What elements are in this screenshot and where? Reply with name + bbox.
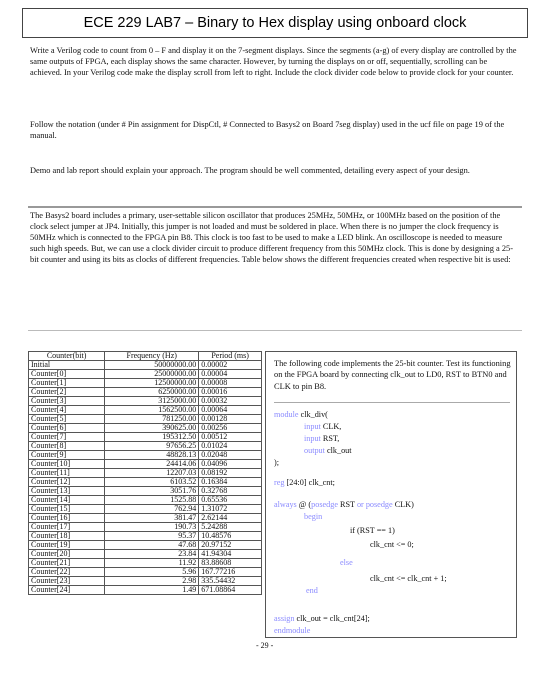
counter-bit-cell: Counter[14] xyxy=(29,496,105,505)
code-line-close xyxy=(274,458,279,469)
frequency-cell: 381.47 xyxy=(105,514,199,523)
counter-bit-cell: Counter[11] xyxy=(29,469,105,478)
period-cell: 0.65536 xyxy=(199,496,262,505)
frequency-cell: 48828.13 xyxy=(105,451,199,460)
counter-bit-cell: Counter[24] xyxy=(29,586,105,595)
keyword-else: else xyxy=(340,558,353,567)
frequency-cell: 781250.00 xyxy=(105,415,199,424)
frequency-cell: 1562500.00 xyxy=(105,406,199,415)
period-cell: 671.08864 xyxy=(199,586,262,595)
port-clk: CLK, xyxy=(322,422,342,431)
code-line-input-clk xyxy=(304,422,341,433)
period-cell: 0.00512 xyxy=(199,433,262,442)
period-cell: 335.54432 xyxy=(199,577,262,586)
period-cell: 5.24288 xyxy=(199,523,262,532)
frequency-cell: 95.37 xyxy=(105,532,199,541)
code-line-output xyxy=(304,446,352,457)
frequency-cell: 1.49 xyxy=(105,586,199,595)
frequency-cell: 12500000.00 xyxy=(105,379,199,388)
frequency-cell: 24414.06 xyxy=(105,460,199,469)
code-line-increment xyxy=(370,574,447,585)
section-divider xyxy=(28,206,522,208)
frequency-cell: 6103.52 xyxy=(105,478,199,487)
frequency-cell: 2.98 xyxy=(105,577,199,586)
period-cell: 2.62144 xyxy=(199,514,262,523)
if-statement: if (RST == 1) xyxy=(350,526,395,535)
counter-bit-cell: Counter[3] xyxy=(29,397,105,406)
period-cell: 0.02048 xyxy=(199,451,262,460)
code-line-if xyxy=(350,526,395,537)
code-line-assign xyxy=(274,614,370,625)
frequency-cell: 762.94 xyxy=(105,505,199,514)
frequency-cell: 47.68 xyxy=(105,541,199,550)
period-cell: 0.00004 xyxy=(199,370,262,379)
frequency-cell: 3125000.00 xyxy=(105,397,199,406)
keyword-or: or xyxy=(356,500,364,509)
assign-statement: clk_out = clk_cnt[24]; xyxy=(296,614,370,623)
keyword-posedge: posedge xyxy=(365,500,393,509)
port-rst: RST, xyxy=(322,434,340,443)
frequency-cell: 1525.88 xyxy=(105,496,199,505)
period-cell: 0.04096 xyxy=(199,460,262,469)
header-period: Period (ms) xyxy=(199,352,262,361)
code-line-else xyxy=(340,558,353,569)
frequency-cell: 3051.76 xyxy=(105,487,199,496)
code-line-endmodule xyxy=(274,626,310,637)
keyword-posedge: posedge xyxy=(311,500,338,509)
counter-bit-cell: Counter[0] xyxy=(29,370,105,379)
title-box xyxy=(22,8,528,38)
code-line-always xyxy=(274,500,414,511)
frequency-cell: 97656.25 xyxy=(105,442,199,451)
frequency-cell: 5.96 xyxy=(105,568,199,577)
header-frequency: Frequency (Hz) xyxy=(105,352,199,361)
instruction-paragraph: Write a Verilog code to count from 0 – F and display it on the 7-segment displays. Since the segments (a-g) of every display are controlled by the same outputs of FPGA, each display shows the same character. However, by turning the displays on or off, sequentially, scrolling can be achieved. In your Verilog code make the display scroll from left to right. Include the clock divider code below to provide clock for your counter. xyxy=(30,46,517,77)
frequency-cell: 6250000.00 xyxy=(105,388,199,397)
reg-declaration: [24:0] clk_cnt; xyxy=(286,478,335,487)
frequency-cell: 195312.50 xyxy=(105,433,199,442)
counter-bit-cell: Counter[22] xyxy=(29,568,105,577)
period-cell: 0.00256 xyxy=(199,424,262,433)
frequency-cell: 25000000.00 xyxy=(105,370,199,379)
frequency-cell: 190.73 xyxy=(105,523,199,532)
sensitivity-open: @ ( xyxy=(298,500,312,509)
table-row xyxy=(29,586,262,595)
code-line-module xyxy=(274,410,328,421)
table-body xyxy=(29,361,262,595)
counter-bit-cell: Counter[13] xyxy=(29,487,105,496)
increment-assignment: clk_cnt <= clk_cnt + 1; xyxy=(370,574,447,583)
report-paragraph: Demo and lab report should explain your approach. The program should be well commented, detailing every aspect of your design. xyxy=(30,166,470,175)
period-cell: 41.94304 xyxy=(199,550,262,559)
counter-bit-cell: Counter[2] xyxy=(29,388,105,397)
keyword-endmodule: endmodule xyxy=(274,626,311,635)
period-cell: 0.00008 xyxy=(199,379,262,388)
counter-bit-cell: Counter[1] xyxy=(29,379,105,388)
counter-bit-cell: Counter[5] xyxy=(29,415,105,424)
port-clk-out: clk_out xyxy=(326,446,352,455)
frequency-cell: 11.92 xyxy=(105,559,199,568)
frequency-cell: 50000000.00 xyxy=(105,361,199,370)
code-line-reset xyxy=(370,540,414,551)
keyword-reg: reg xyxy=(274,478,285,487)
keyword-assign: assign xyxy=(274,614,295,623)
period-cell: 0.32768 xyxy=(199,487,262,496)
keyword-end: end xyxy=(306,586,318,595)
frequency-cell: 12207.03 xyxy=(105,469,199,478)
keyword-module: module xyxy=(274,410,299,419)
reset-assignment: clk_cnt <= 0; xyxy=(370,540,414,549)
code-divider xyxy=(274,402,510,403)
counter-bit-cell: Counter[7] xyxy=(29,433,105,442)
counter-bit-cell: Counter[16] xyxy=(29,514,105,523)
period-cell: 167.77216 xyxy=(199,568,262,577)
close-paren: ); xyxy=(274,458,280,467)
counter-bit-cell: Counter[4] xyxy=(29,406,105,415)
period-cell: 0.01024 xyxy=(199,442,262,451)
counter-bit-cell: Counter[21] xyxy=(29,559,105,568)
section-divider xyxy=(28,330,522,331)
period-cell: 10.48576 xyxy=(199,532,262,541)
frequency-cell: 390625.00 xyxy=(105,424,199,433)
frequency-table xyxy=(28,351,262,595)
period-cell: 0.00032 xyxy=(199,397,262,406)
period-cell: 1.31072 xyxy=(199,505,262,514)
counter-bit-cell: Counter[19] xyxy=(29,541,105,550)
period-cell: 0.00128 xyxy=(199,415,262,424)
period-cell: 83.88608 xyxy=(199,559,262,568)
signal-clk: CLK) xyxy=(394,500,414,509)
counter-bit-cell: Counter[12] xyxy=(29,478,105,487)
keyword-input: input xyxy=(304,434,321,443)
counter-bit-cell: Counter[20] xyxy=(29,550,105,559)
counter-bit-cell: Counter[6] xyxy=(29,424,105,433)
code-line-end xyxy=(306,586,318,597)
signal-rst: RST xyxy=(340,500,355,509)
oscillator-paragraph: The Basys2 board includes a primary, user-settable silicon oscillator that produces 25MHz, 50MHz, or 100MHz based on the position of the clock select jumper at JP4. Initially, this jumper is not loaded and must be soldered in place. When there is no jumper the clock frequency is 50MHz which is connected to the FPGA pin B8. This clock is too fast to be used to make a LED blink. An oscilloscope is needed to measure such high speeds. But, we can use a clock divider circuit to produce different frequency from this 50MHz clock. This is done by designing a 25-bit counter and using its bits as clocks of different frequencies. Table below shows the different frequencies created when respective bit is used: xyxy=(30,211,513,264)
header-counter-bit: Counter(bit) xyxy=(29,352,105,361)
code-panel xyxy=(265,351,517,638)
period-cell: 0.00064 xyxy=(199,406,262,415)
counter-bit-cell: Counter[15] xyxy=(29,505,105,514)
counter-bit-cell: Counter[9] xyxy=(29,451,105,460)
page-number: - 29 - xyxy=(256,641,274,650)
period-cell: 20.97152 xyxy=(199,541,262,550)
keyword-always: always xyxy=(274,500,297,509)
keyword-input: input xyxy=(304,422,321,431)
period-cell: 0.16384 xyxy=(199,478,262,487)
period-cell: 0.00002 xyxy=(199,361,262,370)
counter-bit-cell: Counter[17] xyxy=(29,523,105,532)
counter-bit-cell: Counter[18] xyxy=(29,532,105,541)
code-line-input-rst xyxy=(304,434,339,445)
period-cell: 0.08192 xyxy=(199,469,262,478)
code-description: The following code implements the 25-bit counter. Test its functioning on the FPGA board by connecting clk_out to LD0, RST to BTN0 and CLK to pin B8. xyxy=(274,359,511,391)
counter-bit-cell: Initial xyxy=(29,361,105,370)
counter-bit-cell: Counter[23] xyxy=(29,577,105,586)
frequency-cell: 23.84 xyxy=(105,550,199,559)
document-title: ECE 229 LAB7 – Binary to Hex display using onboard clock xyxy=(83,14,467,31)
counter-bit-cell: Counter[8] xyxy=(29,442,105,451)
keyword-output: output xyxy=(304,446,325,455)
period-cell: 0.00016 xyxy=(199,388,262,397)
module-name: clk_div( xyxy=(300,410,328,419)
keyword-begin: begin xyxy=(304,512,323,521)
counter-bit-cell: Counter[10] xyxy=(29,460,105,469)
code-line-reg xyxy=(274,478,335,489)
code-line-begin xyxy=(304,512,322,523)
notation-paragraph: Follow the notation (under # Pin assignment for DispCtl, # Connected to Basys2 on Board 7seg display) used in the ucf file on page 19 of the manual. xyxy=(30,120,505,140)
